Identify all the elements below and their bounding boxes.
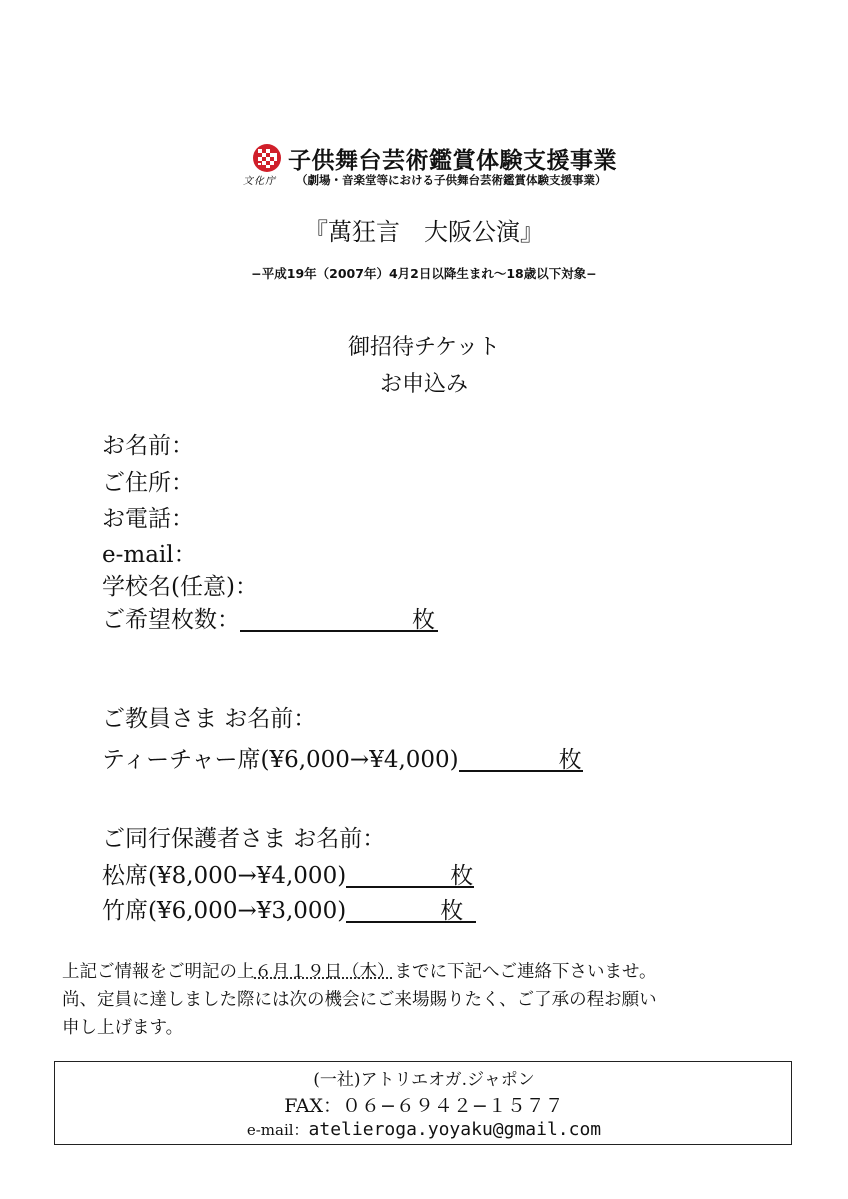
notice-line-3: 申し上げます。: [62, 1018, 184, 1038]
deadline-date: ６月１９日（木）: [254, 962, 395, 982]
address-field-label: ご住所：: [102, 470, 194, 496]
teacher-name-label: ご教員さま お名前：: [102, 706, 317, 732]
teacher-seat-row: [102, 741, 582, 774]
phone-field-label: お電話：: [102, 506, 194, 532]
take-seat-row: [102, 892, 463, 925]
take-seat-label: 竹席(¥6,000→¥3,000): [102, 898, 347, 924]
ticket-count-unit: 枚: [412, 607, 435, 633]
program-subtitle: （劇場・音楽堂等における子供舞台芸術鑑賞体験支援事業）: [296, 173, 607, 187]
program-title: 子供舞台芸術鑑賞体験支援事業: [288, 148, 617, 174]
ticket-count-blank[interactable]: [240, 608, 438, 632]
notice-text-end: までに下記へご連絡下さいませ。: [394, 962, 657, 982]
fax-label: FAX：: [284, 1095, 342, 1117]
contact-email: [55, 1119, 793, 1140]
email-address[interactable]: atelieroga.yoyaku@gmail.com: [308, 1119, 602, 1140]
notice-text-start: 上記ご情報をご明記の上: [62, 962, 255, 982]
event-title: 『萬狂言 大阪公演』: [304, 218, 544, 246]
notice-line-2: 尚、定員に達しました際には次の機会にご来場賜りたく、ご了承の程お願い: [62, 990, 657, 1010]
ticket-count-row: [102, 601, 435, 634]
checkered-logo-icon: [252, 143, 282, 173]
contact-box: [54, 1061, 792, 1145]
form-heading-line1: 御招待チケット: [347, 335, 501, 360]
contact-organization: (一社)アトリエオガ.ジャポン: [313, 1070, 535, 1090]
matsu-seat-row: [102, 857, 473, 890]
ticket-count-label: ご希望枚数：: [102, 607, 240, 633]
matsu-seat-unit: 枚: [450, 863, 474, 889]
form-heading-line2: お申込み: [379, 372, 468, 397]
guardian-name-label: ご同行保護者さま お名前：: [102, 826, 386, 852]
teacher-seat-label: ティーチャー席(¥6,000→¥4,000): [102, 747, 459, 773]
email-field-label: e-mail：: [102, 542, 197, 568]
fax-number: ０６−６９４２−１５７７: [341, 1095, 564, 1117]
take-seat-unit: 枚: [440, 898, 464, 924]
name-field-label: お名前：: [102, 433, 194, 459]
notice-paragraph: [62, 958, 802, 1042]
matsu-seat-label: 松席(¥8,000→¥4,000): [102, 863, 347, 889]
email-label: e-mail：: [246, 1121, 309, 1139]
contact-fax: [55, 1091, 793, 1118]
school-field-label: 学校名(任意)：: [102, 574, 258, 600]
teacher-seat-unit: 枚: [558, 747, 582, 773]
agency-logo: 文化庁: [243, 176, 276, 187]
eligibility-note: −平成19年（2007年）4月2日以降生まれ〜18歳以下対象−: [251, 266, 597, 281]
